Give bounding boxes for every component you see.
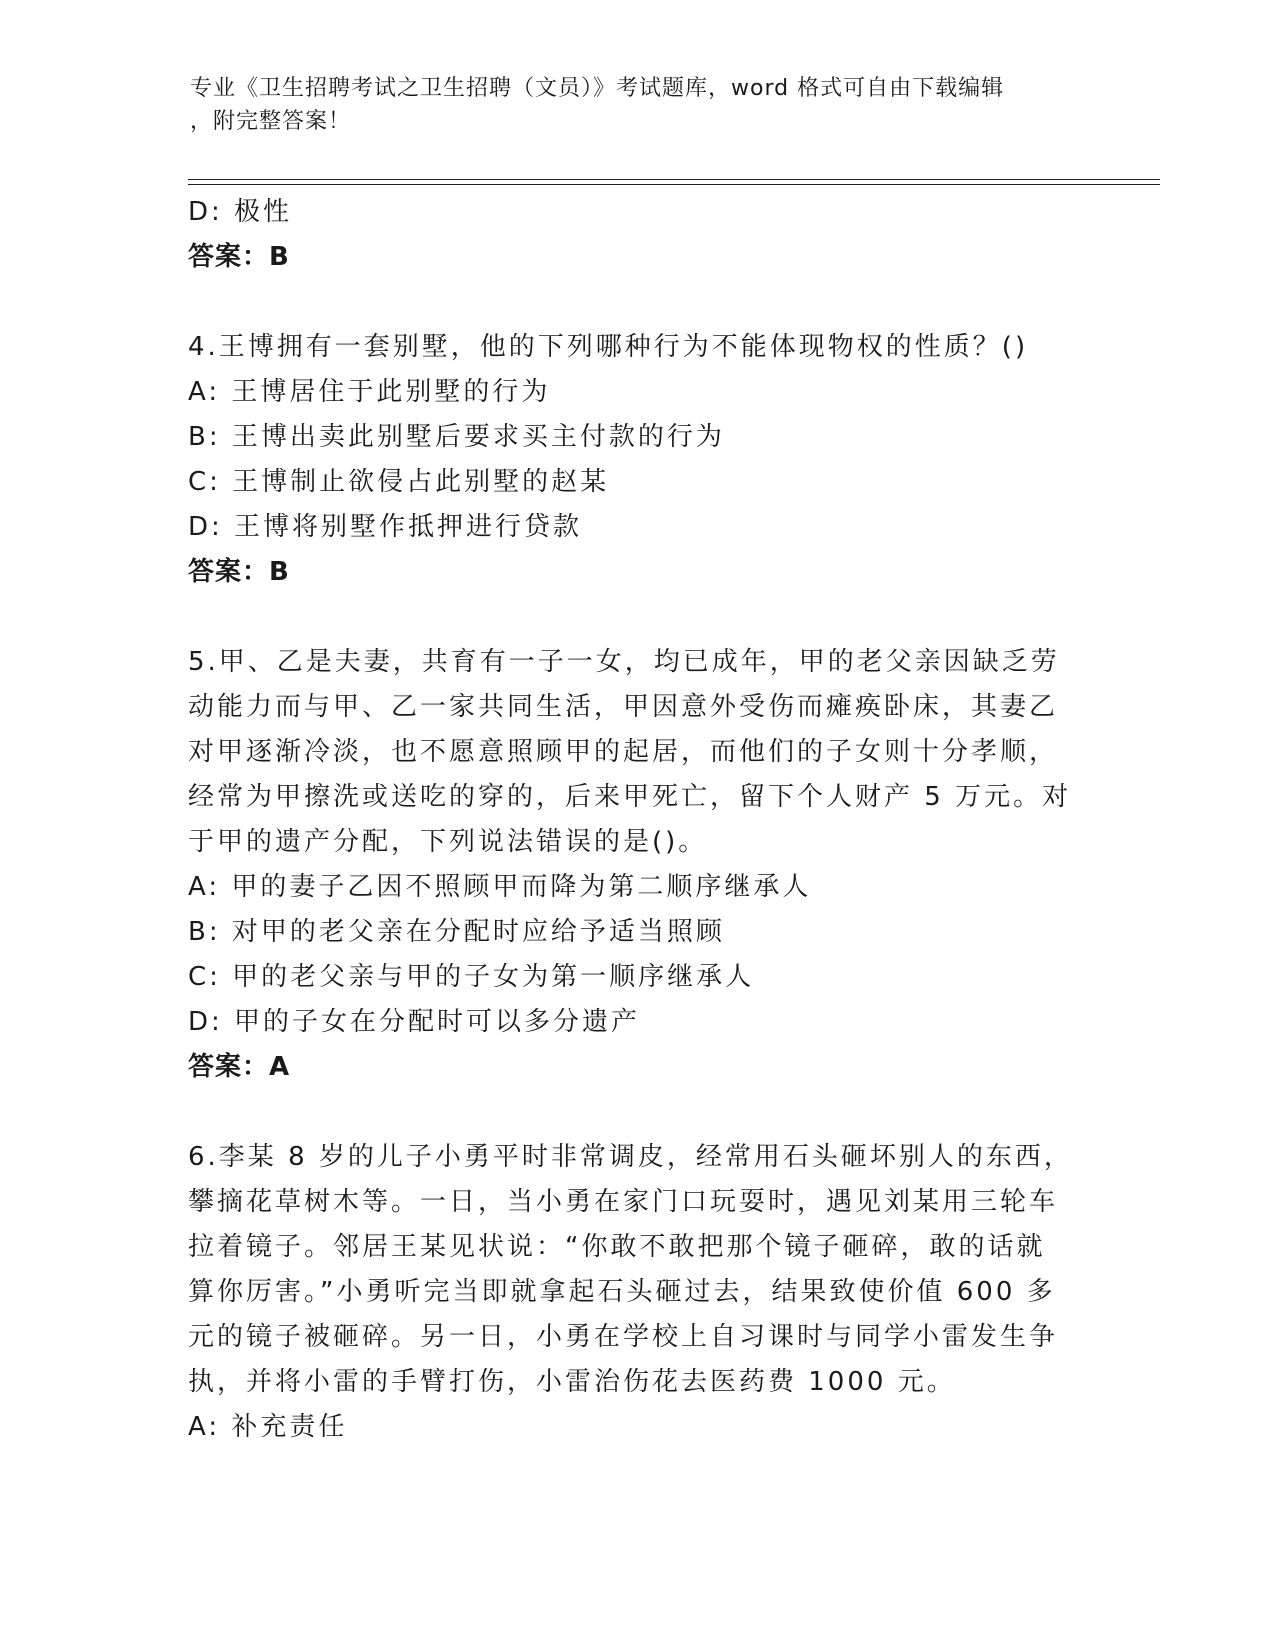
q5-stem-line: 经常为甲擦洗或送吃的穿的，后来甲死亡，留下个人财产 5 万元。对 (188, 782, 1072, 812)
header-line-2: ，附完整答案！ (190, 109, 352, 134)
q4-answer: 答案：B (188, 557, 290, 587)
q4-option-d: D: 王博将别墅作抵押进行贷款 (188, 512, 583, 542)
question-content (188, 190, 1073, 1450)
spacer (188, 1090, 1068, 1135)
q4-stem: 4.王博拥有一套别墅，他的下列哪种行为不能体现物权的性质？() (188, 332, 1029, 362)
q4-option-c: C: 王博制止欲侵占此别墅的赵某 (188, 467, 610, 497)
question-5 (188, 640, 1072, 1090)
q5-stem-line: 5.甲、乙是夫妻，共育有一子一女，均已成年，甲的老父亲因缺乏劳 (188, 647, 1060, 677)
q5-stem-line: 动能力而与甲、乙一家共同生活，甲因意外受伤而瘫痪卧床，其妻乙 (188, 692, 1059, 722)
q4-option-b: B: 王博出卖此别墅后要求买主付款的行为 (188, 422, 725, 452)
q5-option-c: C: 甲的老父亲与甲的子女为第一顺序继承人 (188, 962, 755, 992)
question-4 (188, 325, 1068, 595)
q6-stem-line: 6.李某 8 岁的儿子小勇平时非常调皮，经常用石头砸坏别人的东西， (188, 1142, 1073, 1172)
q5-option-a: A: 甲的妻子乙因不照顾甲而降为第二顺序继承人 (188, 872, 812, 902)
q6-stem-line: 执，并将小雷的手臂打伤，小雷治伤花去医药费 1000 元。 (188, 1367, 956, 1397)
q5-option-d: D: 甲的子女在分配时可以多分遗产 (188, 1007, 641, 1037)
q5-option-b: B: 对甲的老父亲在分配时应给予适当照顾 (188, 917, 725, 947)
document-header (190, 72, 1090, 138)
spacer (188, 595, 1068, 640)
header-line-1: 专业《卫生招聘考试之卫生招聘（文员）》考试题库，word 格式可自由下载编辑 (190, 76, 1005, 101)
q6-stem-line: 算你厉害。”小勇听完当即就拿起石头砸过去，结果致使价值 600 多 (188, 1277, 1056, 1307)
q5-stem-line: 于甲的遗产分配，下列说法错误的是()。 (188, 827, 708, 857)
question-6 (188, 1135, 1073, 1450)
spacer (188, 280, 1068, 325)
q5-stem-line: 对甲逐渐冷淡，也不愿意照顾甲的起居，而他们的子女则十分孝顺， (188, 737, 1059, 767)
q6-stem-line: 拉着镜子。邻居王某见状说：“你敢不敢把那个镜子砸碎，敢的话就 (188, 1232, 1046, 1262)
q4-option-a: A: 王博居住于此别墅的行为 (188, 377, 551, 407)
q3-option-d: D: 极性 (188, 197, 293, 227)
q5-answer: 答案：A (188, 1052, 291, 1082)
header-divider (188, 179, 1160, 185)
q6-stem-line: 攀摘花草树木等。一日，当小勇在家门口玩耍时，遇见刘某用三轮车 (188, 1187, 1059, 1217)
q6-option-a: A: 补充责任 (188, 1412, 348, 1442)
q6-stem-line: 元的镜子被砸碎。另一日，小勇在学校上自习课时与同学小雷发生争 (188, 1322, 1059, 1352)
q3-answer: 答案：B (188, 242, 290, 272)
